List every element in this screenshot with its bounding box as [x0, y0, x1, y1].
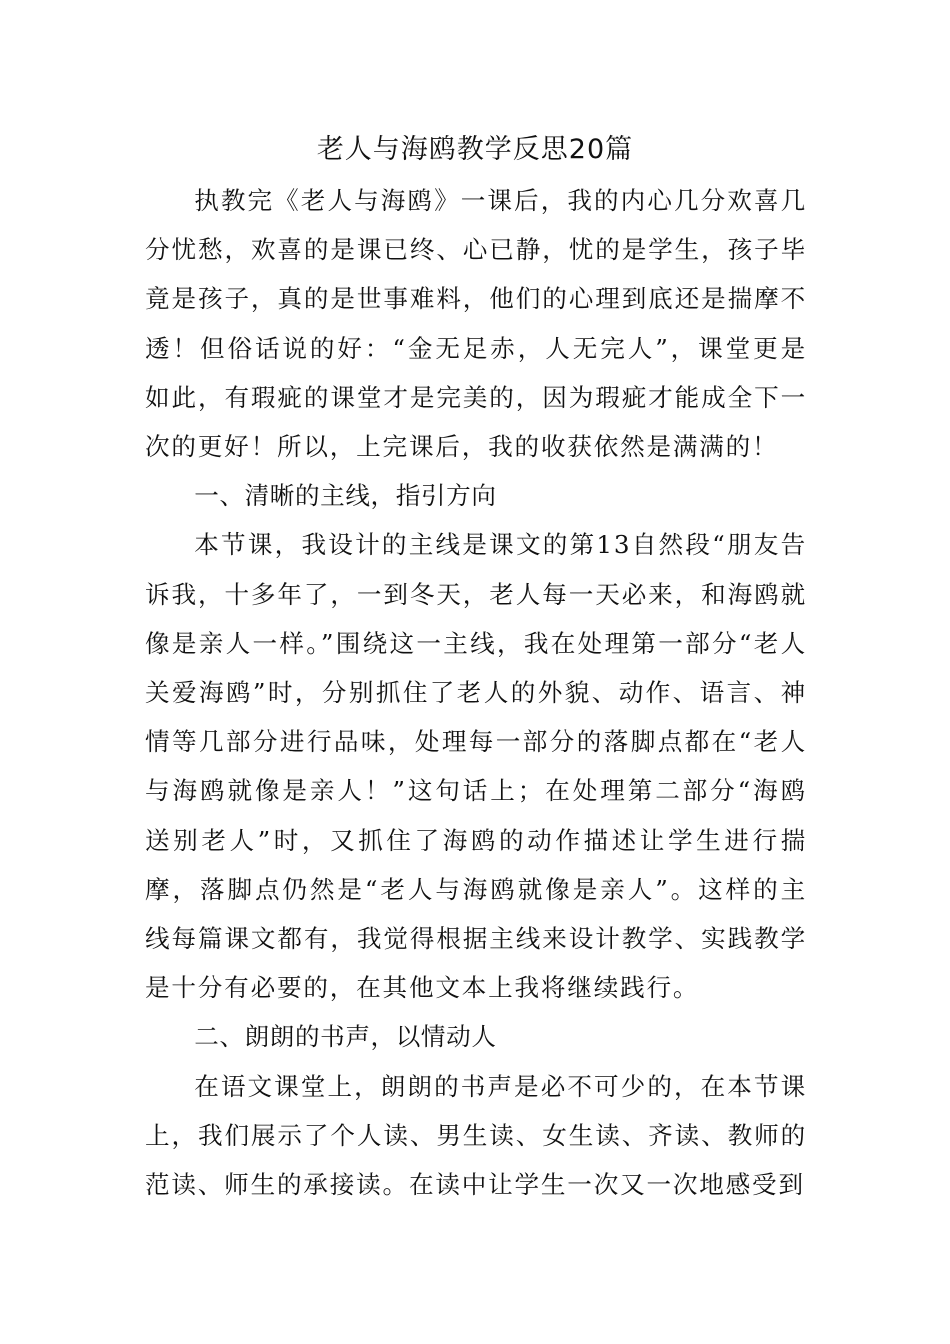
paragraph-main-line: 本节课，我设计的主线是课文的第13自然段“朋友告诉我，十多年了，一到冬天，老人每一天必来，和海鸥就像是亲人一样。”围绕这一主线，我在处理第一部分“老人关爱海鸥”时，分别抓住了老人的外貌、动作、语言、神情等几部分进行品味，处理每一部分的落脚点都在“老人与海鸥就像是亲人！”这句话上；在处理第二部分“海鸥送别老人”时，又抓住了海鸥的动作描述让学生进行揣摩，落脚点仍然是“老人与海鸥就像是亲人”。这样的主线每篇课文都有，我觉得根据主线来设计教学、实践教学是十分有必要的，在其他文本上我将继续践行。	[145, 530, 807, 1003]
document-body	[145, 176, 807, 1209]
section-heading-2: 二、朗朗的书声，以情动人	[194, 1022, 497, 1052]
paragraph-reading: 在语文课堂上，朗朗的书声是必不可少的，在本节课上，我们展示了个人读、男生读、女生读、齐读、教师的范读、师生的承接读。在读中让学生一次又一次地感受到	[145, 1071, 807, 1200]
paragraph-intro: 执教完《老人与海鸥》一课后，我的内心几分欢喜几分忧愁，欢喜的是课已终、心已静，忧的是学生，孩子毕竟是孩子，真的是世事难料，他们的心理到底还是揣摩不透！但俗话说的好：“金无足赤，人无完人”，课堂更是如此，有瑕疵的课堂才是完美的，因为瑕疵才能成全下一次的更好！所以，上完课后，我的收获依然是满满的！	[145, 186, 807, 462]
document-title: 老人与海鸥教学反思20篇	[316, 134, 634, 165]
section-heading-1: 一、清晰的主线，指引方向	[194, 481, 497, 511]
